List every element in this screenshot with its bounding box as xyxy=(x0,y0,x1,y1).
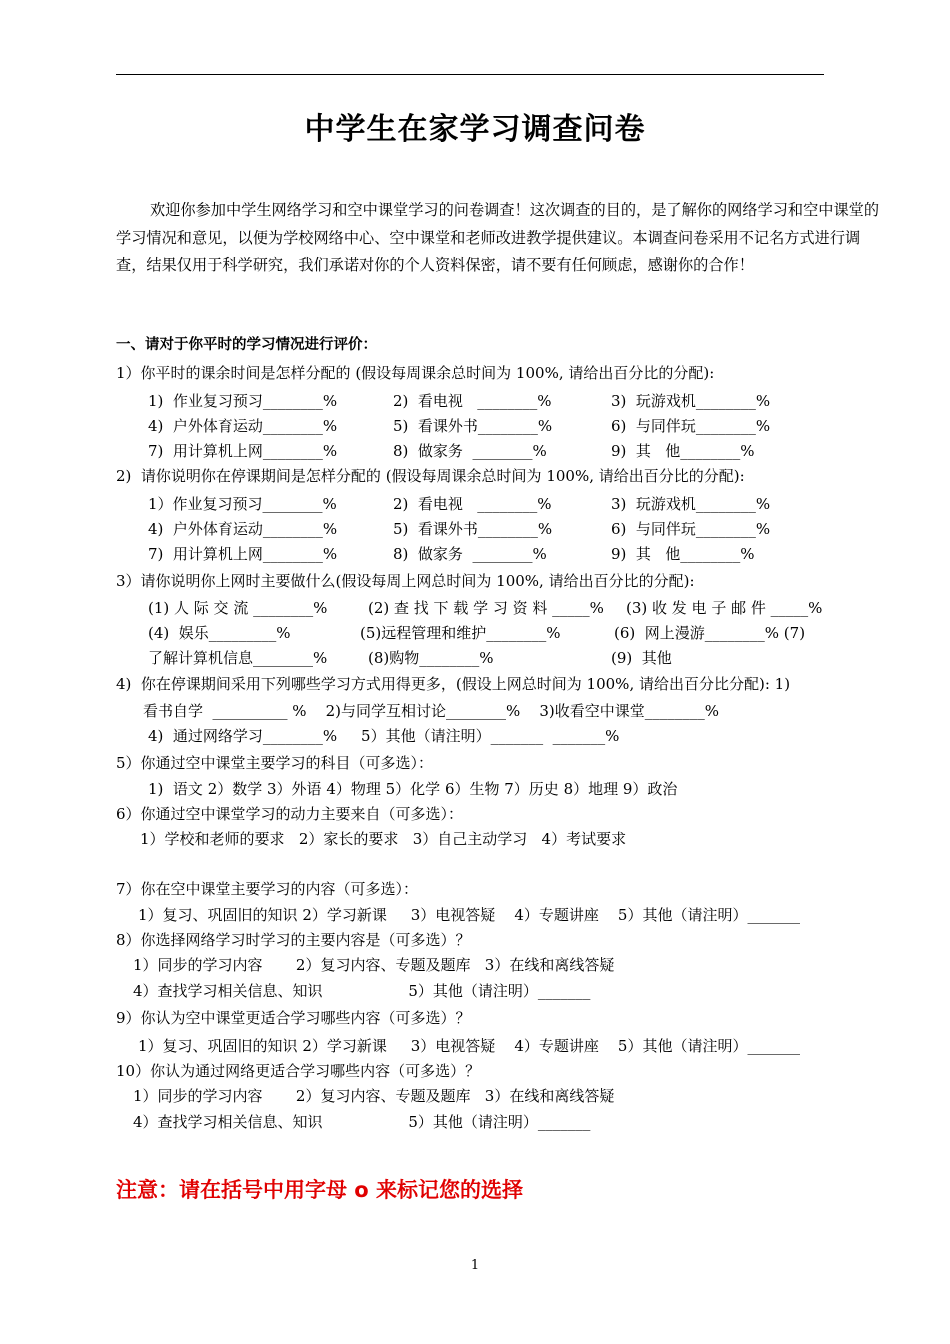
question-line: 2) 看电视 ________% xyxy=(393,495,552,513)
question-line: 4) 户外体育运动________% xyxy=(148,520,338,538)
question-line: 7）你在空中课堂主要学习的内容（可多选）： xyxy=(116,880,419,898)
question-line: 5) 看课外书________% xyxy=(393,520,553,538)
question-line: (3) 收 发 电 子 邮 件 _____% xyxy=(626,599,823,617)
question-line: (8)购物________% xyxy=(368,649,494,667)
question-line: 8) 做家务 ________% xyxy=(393,442,547,460)
question-line: 1) 语文 2）数学 3）外语 4）物理 5）化学 6）生物 7）历史 8）地理 9）政治 xyxy=(148,780,678,798)
question-line: 5) 看课外书________% xyxy=(393,417,553,435)
question-line: 3) 玩游戏机________% xyxy=(611,495,771,513)
question-line: 9）你认为空中课堂更适合学习哪些内容（可多选）？ xyxy=(116,1009,471,1027)
page-title: 中学生在家学习调查问卷 xyxy=(304,112,646,147)
question-line: (4) 娱乐_________% xyxy=(148,624,291,642)
question-line: 1) 作业复习预习________% xyxy=(148,392,338,410)
question-line: 9) 其 他________% xyxy=(611,442,755,460)
question-line: 2) 看电视 ________% xyxy=(393,392,552,410)
question-line: 6) 与同伴玩________% xyxy=(611,417,771,435)
question-line: 1）同步的学习内容 2）复习内容、专题及题库 3）在线和离线答疑 xyxy=(133,1087,615,1105)
question-line: 1）复习、巩固旧的知识 2）学习新课 3）电视答疑 4）专题讲座 5）其他（请注明）_______ xyxy=(138,1037,800,1055)
question-line: 4) 通过网络学习________% 5）其他（请注明）_______ _______% xyxy=(148,727,620,745)
question-line: 1）复习、巩固旧的知识 2）学习新课 3）电视答疑 4）专题讲座 5）其他（请注明）_______ xyxy=(138,906,800,924)
question-line: (2) 查 找 下 载 学 习 资 料 _____% xyxy=(368,599,604,617)
question-line: 1）作业复习预习________% xyxy=(148,495,337,513)
question-line: 3) 玩游戏机________% xyxy=(611,392,771,410)
question-line: 3）请你说明你上网时主要做什么(假设每周上网总时间为 100%, 请给出百分比的分配): xyxy=(116,572,695,590)
page-number: 1 xyxy=(470,1258,480,1273)
question-line: 4）查找学习相关信息、知识 5）其他（请注明）_______ xyxy=(133,982,591,1000)
question-line: 8) 做家务 ________% xyxy=(393,545,547,563)
question-line: (1) 人 际 交 流 ________% xyxy=(148,599,328,617)
question-line: 2) 请你说明你在停课期间是怎样分配的 (假设每周课余总时间为 100%, 请给出百分比的分配): xyxy=(116,467,745,485)
instruction-note: 注意：请在括号中用字母 o 来标记您的选择 xyxy=(116,1178,524,1202)
question-line: (9) 其他 xyxy=(611,649,672,667)
question-line: 9) 其 他________% xyxy=(611,545,755,563)
question-line: 1）学校和老师的要求 2）家长的要求 3）自己主动学习 4）考试要求 xyxy=(140,830,627,848)
question-line: 看书自学 __________ % 2)与同学互相讨论________% 3)收看空中课堂________% xyxy=(143,702,720,720)
question-line: 5）你通过空中课堂主要学习的科目（可多选）： xyxy=(116,754,434,772)
question-line: 10）你认为通过网络更适合学习哪些内容（可多选）？ xyxy=(116,1062,481,1080)
question-line: 4）查找学习相关信息、知识 5）其他（请注明）_______ xyxy=(133,1113,591,1131)
question-line: 1）同步的学习内容 2）复习内容、专题及题库 3）在线和离线答疑 xyxy=(133,956,615,974)
question-line: 7) 用计算机上网________% xyxy=(148,545,338,563)
question-line: 1）你平时的课余时间是怎样分配的 (假设每周课余总时间为 100%, 请给出百分比的分配): xyxy=(116,364,715,382)
header-rule xyxy=(116,74,824,75)
question-line: 4) 户外体育运动________% xyxy=(148,417,338,435)
section-heading: 一、请对于你平时的学习情况进行评价： xyxy=(116,337,377,353)
question-line: 7) 用计算机上网________% xyxy=(148,442,338,460)
question-line: (5)远程管理和维护________% xyxy=(360,624,561,642)
question-line: 4) 你在停课期间采用下列哪些学习方式用得更多，(假设上网总时间为 100%, 请给出百分比分配): 1) xyxy=(116,675,791,693)
question-line: (6) 网上漫游________% (7) xyxy=(614,624,806,642)
question-line: 6）你通过空中课堂学习的动力主要来自（可多选）： xyxy=(116,805,464,823)
intro-paragraph: 欢迎你参加中学生网络学习和空中课堂学习的问卷调查！这次调查的目的，是了解你的网络学习和空中课堂的学习情况和意见，以便为学校网络中心、空中课堂和老师改进教学提供建议。本调查问卷采用不记名方式进行调查，结果仅用于科学研究，我们承诺对你的个人资料保密，请不要有任何顾虑，感谢你的合作！ xyxy=(116,201,879,274)
question-line: 6) 与同伴玩________% xyxy=(611,520,771,538)
question-line: 8）你选择网络学习时学习的主要内容是（可多选）？ xyxy=(116,931,471,949)
question-line: 了解计算机信息________% xyxy=(148,649,328,667)
